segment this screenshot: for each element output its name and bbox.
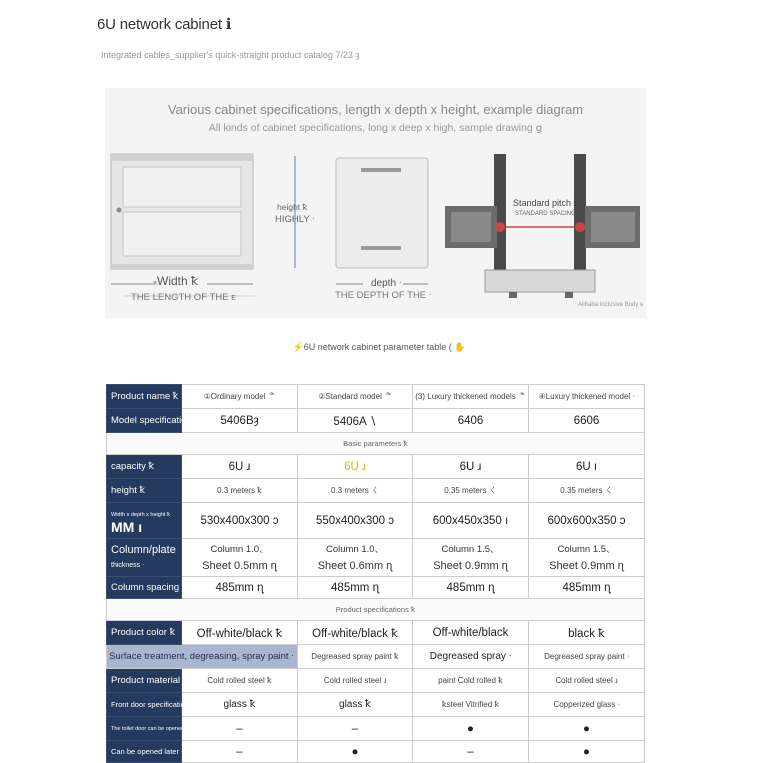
table-cell: ꝁsteel Vitrified ꝁ — [413, 693, 529, 717]
page-subtitle: Integrated cables_supplier's quick-straight product catalog 7/23 ȝ — [101, 50, 360, 60]
depth-sublabel: THE DEPTH OF THE ᐧ — [335, 290, 432, 301]
row-label: Model specification ꝁ — [107, 409, 182, 433]
table-cell: Degreased spray ᐧ — [413, 645, 529, 669]
table-cell: 600x450x350 ı — [413, 503, 529, 539]
dims-label-line1: Width x depth x height ꝁ — [111, 511, 171, 518]
row-label: Front door specifications — [107, 693, 182, 717]
table-cell: 6U ı — [529, 455, 645, 479]
row-label — [107, 539, 182, 577]
table-cell: Off-white/black ꝁ — [298, 621, 413, 645]
table-cell: paint Cold rolled ꝁ — [413, 669, 529, 693]
table-cell: 0.3 meters く — [298, 479, 413, 503]
table-cell: Cold rolled steel ɹ — [298, 669, 413, 693]
diagram-watermark: Alibaba Inclusive Body ᵴ — [578, 302, 644, 308]
row-label — [107, 503, 182, 539]
height-label: height ꝁ — [277, 202, 308, 212]
table-cell: Off-white/black ꝁ — [182, 621, 298, 645]
pitch-label: Standard pitch ℹ — [513, 198, 577, 208]
table-cell: 485mm ɳ — [413, 577, 529, 599]
pitch-sublabel: STANDARD SPACING ᐧ — [515, 211, 579, 217]
row-label: height ꝁ — [107, 479, 182, 503]
table-row — [107, 385, 645, 409]
table-cell: ● — [529, 741, 645, 763]
table-row — [107, 577, 645, 599]
table-cell: ④Luxury thickened model ᐧ — [529, 385, 645, 409]
width-sublabel: THE LENGTH OF THE ᴇ — [131, 292, 236, 303]
table-cell: 6U ɹ — [413, 455, 529, 479]
cabinet-diagram — [105, 88, 646, 318]
table-cell: – — [298, 717, 413, 741]
table-cell: 5406Bȝ — [182, 409, 298, 433]
table-cell — [298, 539, 413, 577]
table-cell: black ꝁ — [529, 621, 645, 645]
table-row — [107, 503, 645, 539]
table-row — [107, 409, 645, 433]
sheet-thickness: Sheet 0.9mm ɳ — [549, 559, 624, 572]
sheet-thickness: Sheet 0.5mm ɳ — [202, 559, 277, 572]
table-cell: 5406A ∖ — [298, 409, 413, 433]
table-cell: ● — [298, 741, 413, 763]
depth-label: depth ᐧ — [371, 278, 402, 289]
column-label-line1: Column/plate — [111, 543, 176, 556]
side-cabinet-drawing — [336, 158, 428, 284]
table-cell: 0.35 meters く — [529, 479, 645, 503]
column-thickness: Column 1.0、 — [325, 543, 385, 555]
column-label-line2: thickness ᐧ — [111, 561, 144, 569]
table-cell: 485mm ɳ — [529, 577, 645, 599]
width-label: -Width ꝁ — [153, 274, 198, 288]
diagram-heading: Various cabinet specifications, length x depth x height, example diagram — [167, 102, 584, 117]
table-cell: ①Ordinary model ᄎ — [182, 385, 298, 409]
rack-frame-drawing — [445, 154, 640, 298]
table-row — [107, 693, 645, 717]
table-cell: – — [182, 717, 298, 741]
column-thickness: Column 1.5、 — [441, 543, 500, 555]
table-row — [107, 479, 645, 503]
table-cell: ● — [413, 717, 529, 741]
table-cell: glass ꝁ — [182, 693, 298, 717]
table-cell: 485mm ɳ — [182, 577, 298, 599]
parameter-table-title: ⚡6U network cabinet parameter table ( ✋ — [292, 342, 466, 352]
table-cell: Off-white/black — [413, 621, 529, 645]
sheet-thickness: Sheet 0.9mm ɳ — [433, 559, 508, 572]
diagram-subheading: All kinds of cabinet specifications, long x deep x high, sample drawing ց — [208, 122, 543, 134]
row-label: Product name ꝁ — [107, 385, 182, 409]
column-thickness: Column 1.0、 — [210, 543, 269, 555]
table-cell: 6606 — [529, 409, 645, 433]
parameter-table — [106, 384, 645, 763]
table-cell: – — [413, 741, 529, 763]
row-label: Surface treatment, degreasing, spray paint ᐧ — [107, 645, 298, 669]
table-row — [107, 645, 645, 669]
table-cell: ②Standard model ᄎ — [298, 385, 413, 409]
row-label: Product color ꝁ — [107, 621, 182, 645]
row-label: The toilet door can be opened — [107, 717, 182, 741]
dims-label-line2: MM ı — [111, 518, 143, 535]
table-cell: 0.3 meters ꝁ — [182, 479, 298, 503]
table-cell: 0.35 meters く — [413, 479, 529, 503]
row-label: capacity ꝁ — [107, 455, 182, 479]
table-cell: 6U ɹ — [298, 455, 413, 479]
section-row — [107, 599, 645, 621]
table-cell: 550x400x300 ͻ — [298, 503, 413, 539]
table-cell: 485mm ɳ — [298, 577, 413, 599]
table-row — [107, 669, 645, 693]
section-row — [107, 433, 645, 455]
table-cell: Degreased spray paint ᐧ — [529, 645, 645, 669]
table-cell: Copperized glass ᐧ — [529, 693, 645, 717]
table-cell — [182, 539, 298, 577]
table-cell: Degreased spray paint ꝁ — [298, 645, 413, 669]
height-sublabel: HIGHLY ᐧ — [275, 214, 315, 225]
row-label: Column spacing ꝁ — [107, 577, 182, 599]
table-cell: ● — [529, 717, 645, 741]
table-row — [107, 741, 645, 763]
table-cell: Cold rolled steel ɹ — [529, 669, 645, 693]
table-row — [107, 717, 645, 741]
row-label: Can be opened later ᐧ — [107, 741, 182, 763]
table-cell: 600x600x350 ͻ — [529, 503, 645, 539]
table-row — [107, 455, 645, 479]
sheet-thickness: Sheet 0.6mm ɳ — [317, 559, 393, 572]
column-thickness: Column 1.5、 — [557, 543, 616, 555]
table-cell: 6U ɹ — [182, 455, 298, 479]
section-basic-parameters: Basic parameters ꝁ — [107, 433, 645, 455]
table-row — [107, 539, 645, 577]
table-cell: 6406 — [413, 409, 529, 433]
table-cell: (3) Luxury thickened models ᄎ — [413, 385, 529, 409]
section-product-specifications: Product specifications ꝁ — [107, 599, 645, 621]
table-row — [107, 621, 645, 645]
page-title: 6U network cabinet ℹ — [97, 16, 232, 33]
table-cell — [413, 539, 529, 577]
table-cell: Cold rolled steel ꝁ — [182, 669, 298, 693]
table-cell — [529, 539, 645, 577]
table-cell: glass ꝁ — [298, 693, 413, 717]
row-label: Product material ꝁ — [107, 669, 182, 693]
table-cell: 530x400x300 ͻ — [182, 503, 298, 539]
table-cell: – — [182, 741, 298, 763]
